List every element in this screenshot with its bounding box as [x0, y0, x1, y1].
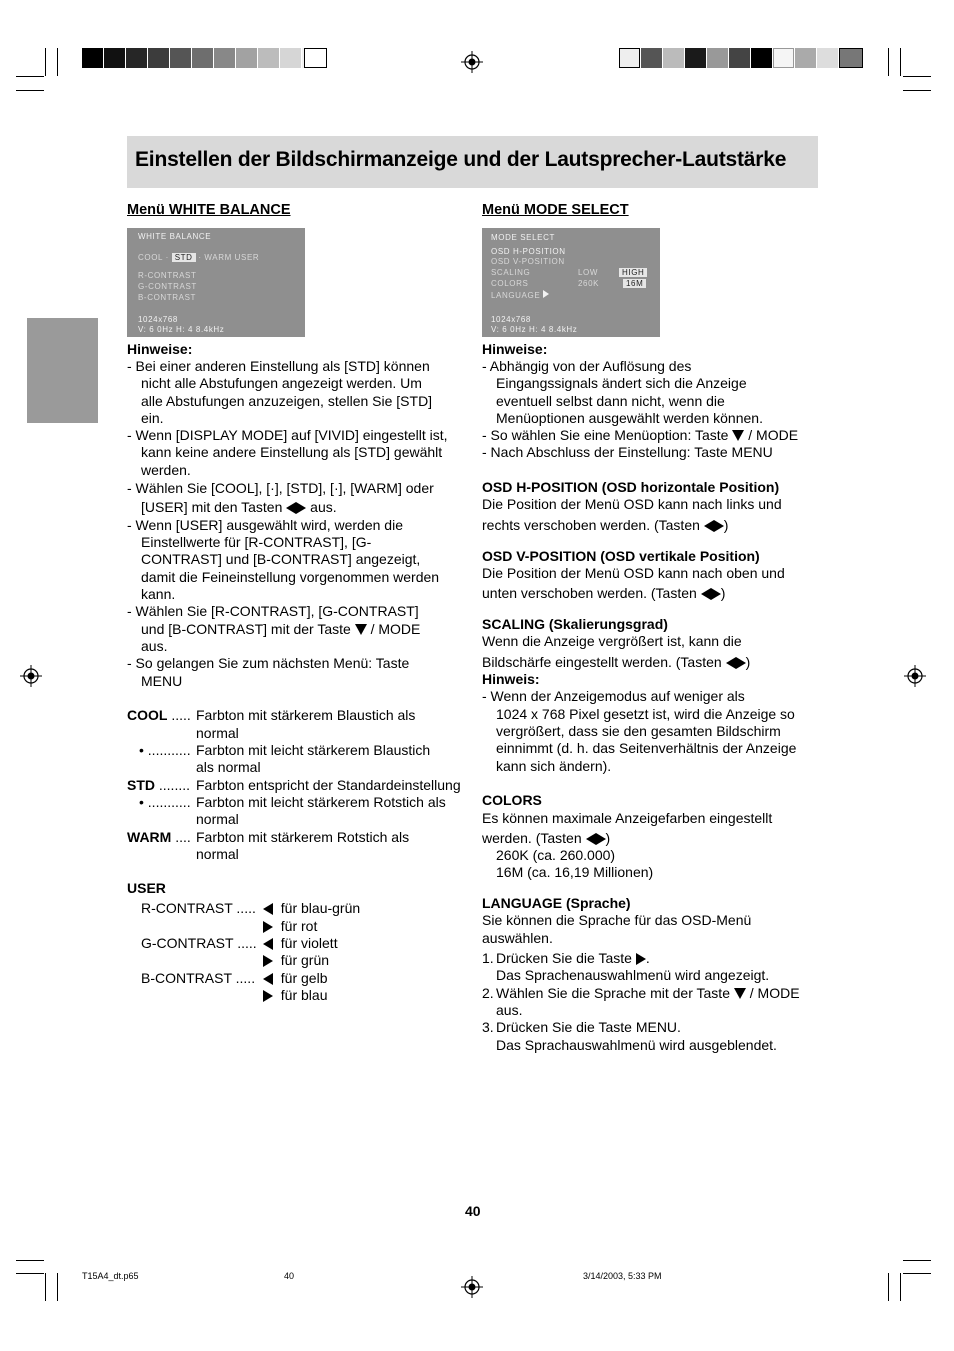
- note-line: CONTRAST] und [B-CONTRAST] angezeigt,: [141, 551, 421, 567]
- h-position-text: [482, 517, 728, 534]
- scaling-text: [482, 654, 750, 671]
- h-position-title: OSD H-POSITION (OSD horizontale Position): [482, 479, 780, 495]
- left-arrow-icon: [704, 520, 714, 532]
- step-text: [496, 985, 800, 1002]
- osd-row: B-CONTRAST: [138, 293, 196, 302]
- language-text: auswählen.: [482, 930, 553, 946]
- contrast-option-text: für blau-grün: [280, 900, 361, 916]
- note-line: eventuell selbst dann nicht, wenn die: [496, 393, 725, 409]
- contrast-name: R-CONTRAST .....: [141, 900, 256, 916]
- step-number: 1.: [482, 950, 494, 966]
- right-arrow-icon: [636, 953, 646, 965]
- osd-resolution: 1024x768: [491, 315, 531, 324]
- osd-modes-suffix: · WARM USER: [198, 253, 260, 262]
- footer-date: 3/14/2003, 5:33 PM: [583, 1271, 662, 1281]
- note-text: aus.: [310, 499, 337, 515]
- notes-label: Hinweise:: [482, 341, 548, 357]
- definition-text: Farbton mit stärkerem Blaustich als: [196, 707, 416, 723]
- osd-row-text: LANGUAGE: [491, 291, 541, 300]
- osd-title: MODE SELECT: [491, 233, 555, 242]
- osd-mode-selected: STD: [172, 253, 196, 262]
- definition-row: [127, 707, 191, 724]
- contrast-option: [263, 970, 327, 987]
- osd-resolution: 1024x768: [138, 315, 178, 324]
- step-text: Das Sprachenauswahlmenü wird angezeigt.: [496, 967, 770, 983]
- note-line: MENU: [141, 673, 183, 689]
- note-line: - Wenn [DISPLAY MODE] auf [VIVID] eingestellt ist,: [127, 427, 448, 443]
- definition-term: STD: [127, 777, 155, 793]
- right-arrow-icon: [711, 588, 721, 600]
- scaling-title: SCALING (Skalierungsgrad): [482, 616, 668, 632]
- registration-mark-icon: [461, 51, 483, 73]
- contrast-option: [263, 900, 360, 917]
- h-position-text: Die Position der Menü OSD kann nach links und: [482, 496, 782, 512]
- footer-file: T15A4_dt.p65: [82, 1271, 139, 1281]
- scaling-hint: vergrößert, dass sie den gesamten Bildschirm: [496, 723, 781, 739]
- osd-modes-prefix: COOL ·: [138, 253, 169, 262]
- contrast-option-text: für grün: [280, 952, 330, 968]
- body-text: ): [745, 654, 751, 670]
- contrast-name: B-CONTRAST .....: [141, 970, 256, 986]
- note-line: kann keine andere Einstellung als [STD] gewählt: [141, 444, 443, 460]
- colors-title: COLORS: [482, 792, 542, 808]
- note-text: / MODE: [748, 427, 799, 443]
- osd-row: G-CONTRAST: [138, 282, 197, 291]
- note-line: ein.: [141, 410, 164, 426]
- note-line: - Nach Abschluss der Einstellung: Taste MENU: [482, 444, 773, 460]
- step-text: Drücken Sie die Taste MENU.: [496, 1019, 681, 1035]
- colors-option: 260K (ca. 260.000): [496, 847, 616, 863]
- right-arrow-icon: [263, 955, 273, 967]
- step-text: [496, 950, 650, 967]
- right-arrow-icon: [263, 921, 273, 933]
- contrast-name: G-CONTRAST .....: [141, 935, 257, 951]
- registration-mark-icon: [904, 665, 926, 687]
- note-line: - Wählen Sie [R-CONTRAST], [G-CONTRAST]: [127, 603, 419, 619]
- footer-page: 40: [284, 1271, 295, 1281]
- step-number: 2.: [482, 985, 494, 1001]
- page-number: 40: [465, 1203, 481, 1219]
- definition-dots: .....: [167, 707, 191, 723]
- colors-text: Es können maximale Anzeigefarben eingestellt: [482, 810, 773, 826]
- v-position-title: OSD V-POSITION (OSD vertikale Position): [482, 548, 760, 564]
- step-text: aus.: [496, 1002, 523, 1018]
- note-line: kann.: [141, 586, 176, 602]
- osd-value-selected: HIGH: [619, 268, 647, 277]
- osd-row: OSD H-POSITION: [491, 247, 566, 256]
- osd-row: COLORS: [491, 279, 529, 288]
- note-text: - So wählen Sie eine Menüoption: Taste: [482, 427, 729, 443]
- note-line: - So gelangen Sie zum nächsten Menü: Taste: [127, 655, 410, 671]
- registration-mark-icon: [20, 665, 42, 687]
- colors-option: 16M (ca. 16,19 Millionen): [496, 864, 654, 880]
- language-text: Sie können die Sprache für das OSD-Menü: [482, 912, 752, 928]
- note-line: - Abhängig von der Auflösung des: [482, 358, 692, 374]
- osd-title: WHITE BALANCE: [138, 232, 212, 241]
- step-text: Das Sprachauswahlmenü wird ausgeblendet.: [496, 1037, 777, 1053]
- osd-value: 260K: [578, 279, 600, 288]
- v-position-text: [482, 585, 725, 602]
- right-arrow-icon: [296, 502, 306, 514]
- mode-select-osd: [482, 228, 660, 337]
- osd-value-selected: 16M: [623, 279, 646, 288]
- definition-dots: ...........: [143, 794, 191, 810]
- left-arrow-icon: [726, 657, 736, 669]
- right-arrow-icon: [714, 520, 724, 532]
- definition-row: [127, 829, 191, 846]
- note-line: damit die Feineinstellung vorgenommen werden: [141, 569, 440, 585]
- note-text: / MODE: [370, 621, 421, 637]
- definition-dots: ....: [171, 829, 191, 845]
- contrast-option-text: für rot: [280, 918, 318, 934]
- definition-text: Farbton mit leicht stärkerem Rotstich als: [196, 794, 446, 810]
- osd-modes: [138, 253, 259, 262]
- down-arrow-icon: [732, 430, 744, 441]
- scaling-hint: einnimmt (d. h. das Seitenverhältnis der Anzeige: [496, 740, 797, 756]
- left-arrow-icon: [586, 833, 596, 845]
- osd-row: [491, 290, 549, 300]
- contrast-option: [263, 918, 317, 935]
- note-text: [USER] mit den Tasten: [141, 499, 283, 515]
- definition-text: als normal: [196, 759, 261, 775]
- body-text: Wählen Sie die Sprache mit der Taste: [496, 985, 730, 1001]
- contrast-option-text: für gelb: [280, 970, 328, 986]
- down-arrow-icon: [734, 988, 746, 999]
- left-arrow-icon: [263, 903, 273, 915]
- note-line: nicht alle Abstufungen angezeigt werden. Um: [141, 375, 422, 391]
- note-line: alle Abstufungen anzuzeigen, stellen Sie [STD]: [141, 393, 433, 409]
- left-arrow-icon: [263, 938, 273, 950]
- contrast-option-text: für blau: [280, 987, 328, 1003]
- note-line: [141, 499, 337, 516]
- right-arrow-icon: [596, 833, 606, 845]
- scaling-text: Wenn die Anzeige vergrößert ist, kann die: [482, 633, 742, 649]
- definition-term: •: [139, 742, 144, 758]
- definition-text: normal: [196, 811, 239, 827]
- note-line: - Bei einer anderen Einstellung als [STD] können: [127, 358, 430, 374]
- definition-text: Farbton entspricht der Standardeinstellung: [196, 777, 461, 793]
- osd-value: LOW: [578, 268, 599, 277]
- body-text: .: [645, 950, 650, 966]
- definition-dots: ........: [155, 777, 191, 793]
- note-line: [482, 427, 798, 444]
- definition-term: •: [139, 794, 144, 810]
- scaling-hint-label: Hinweis:: [482, 671, 540, 687]
- note-line: aus.: [141, 638, 168, 654]
- body-text: unten verschoben werden. (Tasten: [482, 585, 697, 601]
- definition-text: normal: [196, 725, 239, 741]
- definition-term: COOL: [127, 707, 168, 723]
- language-title: LANGUAGE (Sprache): [482, 895, 631, 911]
- contrast-option: [263, 935, 338, 952]
- right-arrow-icon: [736, 657, 746, 669]
- scaling-hint: - Wenn der Anzeigemodus auf weniger als: [482, 688, 745, 704]
- contrast-option-text: für violett: [280, 935, 338, 951]
- registration-mark-icon: [461, 1276, 483, 1298]
- body-text: ): [723, 517, 729, 533]
- definition-text: Farbton mit leicht stärkerem Blaustich: [196, 742, 431, 758]
- note-line: werden.: [141, 462, 191, 478]
- body-text: ): [720, 585, 726, 601]
- left-arrow-icon: [263, 973, 273, 985]
- note-line: Eingangssignals ändert sich die Anzeige: [496, 375, 747, 391]
- left-arrow-icon: [286, 502, 296, 514]
- body-text: ): [605, 830, 611, 846]
- note-line: - Wenn [USER] ausgewählt wird, werden die: [127, 517, 403, 533]
- white-balance-osd: [127, 228, 305, 337]
- white-balance-heading: Menü WHITE BALANCE: [127, 202, 291, 218]
- osd-row: R-CONTRAST: [138, 271, 197, 280]
- definition-row: [139, 794, 191, 811]
- scaling-hint: 1024 x 768 Pixel gesetzt ist, wird die Anzeige so: [496, 706, 795, 722]
- osd-row: SCALING: [491, 268, 531, 277]
- side-tab: [27, 318, 98, 423]
- body-text: Drücken Sie die Taste: [496, 950, 632, 966]
- notes-label: Hinweise:: [127, 341, 193, 357]
- contrast-option: [263, 987, 327, 1004]
- user-label: USER: [127, 880, 166, 896]
- osd-frequency: V: 6 0Hz H: 4 8.4kHz: [138, 325, 225, 334]
- body-text: Bildschärfe eingestellt werden. (Tasten: [482, 654, 722, 670]
- note-line: Einstellwerte für [R-CONTRAST], [G-: [141, 534, 372, 550]
- right-arrow-icon: [543, 290, 549, 298]
- body-text: / MODE: [749, 985, 800, 1001]
- definition-row: [139, 742, 191, 759]
- note-line: - Wählen Sie [COOL], [·], [STD], [·], [WARM] oder: [127, 480, 434, 496]
- osd-row: OSD V-POSITION: [491, 257, 565, 266]
- body-text: werden. (Tasten: [482, 830, 582, 846]
- page-title: Einstellen der Bildschirmanzeige und der Lautsprecher-Lautstärke: [135, 148, 787, 171]
- v-position-text: Die Position der Menü OSD kann nach oben und: [482, 565, 785, 581]
- step-number: 3.: [482, 1019, 494, 1035]
- definition-text: normal: [196, 846, 239, 862]
- note-line: Menüoptionen ausgewählt werden können.: [496, 410, 763, 426]
- mode-select-heading: Menü MODE SELECT: [482, 202, 629, 218]
- definition-dots: ...........: [143, 742, 191, 758]
- left-arrow-icon: [701, 588, 711, 600]
- colors-text: [482, 830, 610, 847]
- right-arrow-icon: [263, 990, 273, 1002]
- definition-row: [127, 777, 190, 794]
- body-text: rechts verschoben werden. (Tasten: [482, 517, 700, 533]
- note-line: [141, 621, 420, 638]
- osd-frequency: V: 6 0Hz H: 4 8.4kHz: [491, 325, 578, 334]
- down-arrow-icon: [355, 624, 367, 635]
- definition-term: WARM: [127, 829, 172, 845]
- definition-text: Farbton mit stärkerem Rotstich als: [196, 829, 410, 845]
- scaling-hint: kann sich ändern).: [496, 758, 612, 774]
- contrast-option: [263, 952, 329, 969]
- note-text: und [B-CONTRAST] mit der Taste: [141, 621, 351, 637]
